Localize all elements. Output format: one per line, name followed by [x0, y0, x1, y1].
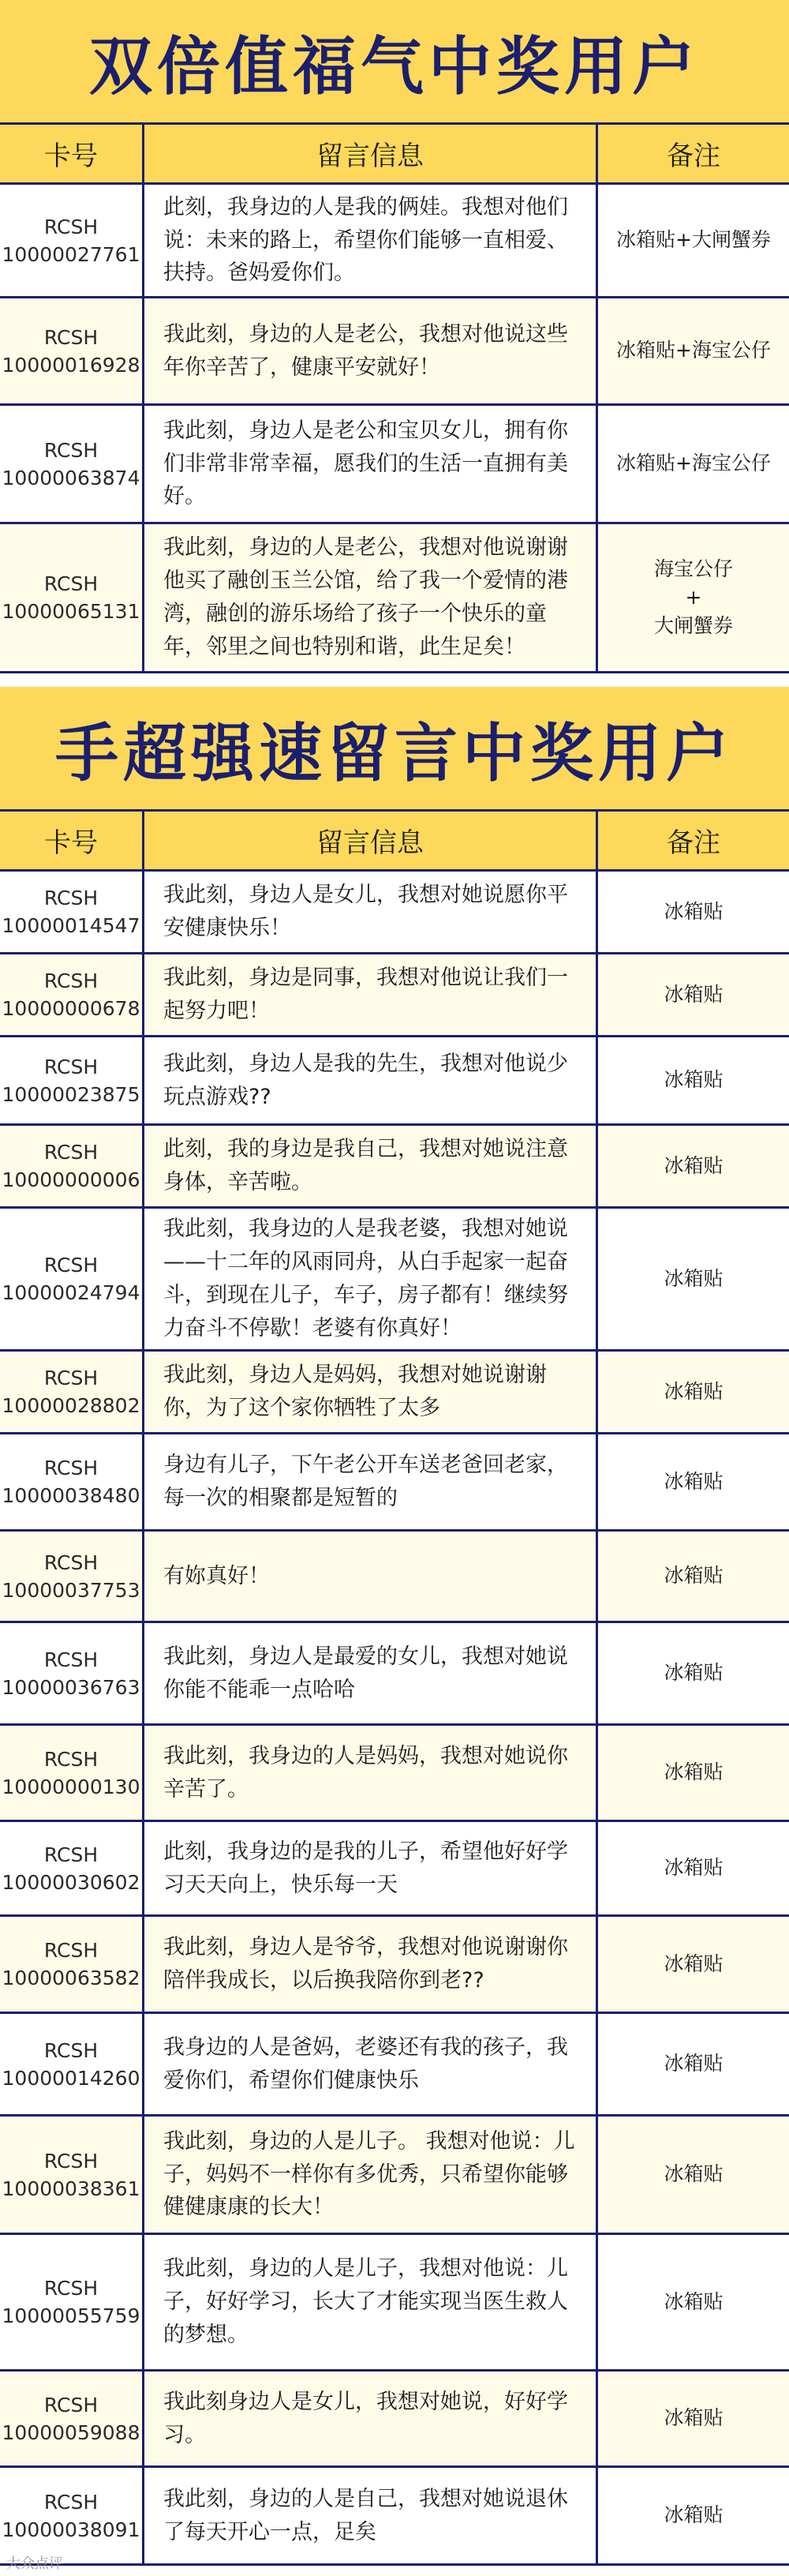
message-text: 我此刻，身边的人是儿子。 我想对他说：儿子，妈妈不一样你有多优秀，只希望你能够健健康康的长大！ [142, 2117, 596, 2233]
message-text: 有妳真好！ [142, 1532, 596, 1621]
section1-table [0, 122, 789, 673]
header-note: 备注 [596, 125, 789, 182]
header-message: 留言信息 [142, 812, 596, 869]
table-row [0, 2372, 789, 2468]
card-number: RCSH 10000063874 [2, 438, 140, 489]
table-row [0, 1917, 789, 2014]
card-number: RCSH 10000027761 [2, 215, 140, 266]
prize-note: 冰箱贴 [596, 2372, 789, 2465]
card-number: RCSH 10000000678 [2, 969, 140, 1020]
card-number: RCSH 10000065131 [2, 572, 140, 623]
card-number: RCSH 10000063582 [2, 1939, 140, 1989]
message-text: 我此刻，身边人是我的先生，我想对他说少玩点游戏?? [142, 1037, 596, 1123]
message-text: 我此刻，身边的人是儿子，我想对他说：儿子，好好学习，长大了才能实现当医生救人的梦想。 [142, 2235, 596, 2369]
card-number: RCSH 10000037753 [2, 1550, 140, 1602]
card-number: RCSH 10000038091 [2, 2490, 140, 2541]
message-text: 我此刻身边人是女儿，我想对她说，好好学习。 [142, 2372, 596, 2465]
table-header [0, 812, 789, 872]
prize-note: 冰箱贴+大闸蟹券 [596, 185, 789, 296]
section-divider [0, 673, 789, 687]
message-text: 我此刻，身边人是女儿，我想对她说愿你平安健康快乐！ [142, 872, 596, 952]
message-text: 我此刻，身边人是最爱的女儿，我想对她说你能不能乖一点哈哈 [142, 1623, 596, 1723]
prize-note: 冰箱贴 [596, 1352, 789, 1432]
table-row [0, 298, 789, 406]
card-number: RCSH 10000038361 [2, 2149, 140, 2200]
table-row [0, 872, 789, 954]
table-row [0, 185, 789, 298]
prize-note: 冰箱贴 [596, 1917, 789, 2012]
table-row [0, 1209, 789, 1352]
table-row [0, 1126, 789, 1209]
prize-note: 海宝公仔 + 大闸蟹券 [596, 524, 789, 671]
section1-title: 双倍值福气中奖用户 [0, 0, 789, 122]
prize-note: 冰箱贴 [596, 1037, 789, 1123]
message-text: 此刻，我的身边是我自己，我想对她说注意身体，辛苦啦。 [142, 1126, 596, 1206]
header-card: 卡号 [44, 141, 98, 172]
message-text: 我此刻，身边的人是自己，我想对她说退休了每天开心一点，足矣 [142, 2468, 596, 2563]
message-text: 我此刻，身边人是爷爷，我想对他说谢谢你陪伴我成长，以后换我陪你到老?? [142, 1917, 596, 2012]
prize-note: 冰箱贴 [596, 2117, 789, 2233]
prize-note: 冰箱贴 [596, 2468, 789, 2563]
prize-note: 冰箱贴 [596, 1532, 789, 1621]
card-number: RCSH 10000000130 [2, 1747, 140, 1798]
card-number: RCSH 10000028802 [2, 1367, 140, 1417]
section2-table [0, 809, 789, 2566]
table-row [0, 2468, 789, 2566]
card-number: RCSH 10000016928 [2, 325, 140, 377]
message-text: 我此刻，身边人是老公和宝贝女儿，拥有你们非常非常幸福，愿我们的生活一直拥有美好。 [142, 406, 596, 522]
table-header [0, 125, 789, 185]
card-number: RCSH 10000023875 [2, 1055, 140, 1106]
header-note: 备注 [596, 812, 789, 869]
card-number: RCSH 10000030602 [2, 1843, 140, 1894]
table-row [0, 1623, 789, 1726]
header-card: 卡号 [44, 827, 98, 859]
message-text: 我此刻，我身边的人是妈妈，我想对她说你辛苦了。 [142, 1726, 596, 1820]
prize-note: 冰箱贴 [596, 1209, 789, 1349]
watermark-text: 大众点评 [6, 2555, 63, 2572]
card-number: RCSH 10000000006 [2, 1141, 140, 1191]
prize-note: 冰箱贴 [596, 2014, 789, 2114]
message-text: 我此刻，身边的人是老公，我想对他说这些年你辛苦了，健康平安就好！ [142, 298, 596, 403]
message-text: 我身边的人是爸妈，老婆还有我的孩子，我爱你们，希望你们健康快乐 [142, 2014, 596, 2114]
message-text: 此刻，我身边的人是我的俩娃。我想对他们说：未来的路上，希望你们能够一直相爱、扶持。爸妈爱你们。 [142, 185, 596, 296]
table-row [0, 954, 789, 1037]
card-number: RCSH 10000014260 [2, 2038, 140, 2090]
prize-note: 冰箱贴 [596, 1822, 789, 1914]
prize-note: 冰箱贴+海宝公仔 [596, 298, 789, 403]
prize-note: 冰箱贴 [596, 1434, 789, 1529]
table-row [0, 1434, 789, 1532]
prize-note: 冰箱贴 [596, 954, 789, 1035]
prize-note: 冰箱贴 [596, 1126, 789, 1206]
message-text: 此刻，我身边的是我的儿子，希望他好好学习天天向上，快乐每一天 [142, 1822, 596, 1914]
prize-note: 冰箱贴 [596, 1726, 789, 1820]
table-row [0, 406, 789, 524]
table-row [0, 2014, 789, 2117]
table-row [0, 1352, 789, 1434]
table-row [0, 1532, 789, 1623]
table-row [0, 1822, 789, 1917]
table-row [0, 524, 789, 673]
message-text: 我此刻，身边是同事，我想对他说让我们一起努力吧！ [142, 954, 596, 1035]
message-text: 我此刻，身边的人是老公，我想对他说谢谢他买了融创玉兰公馆，给了我一个爱情的港湾，融创的游乐场给了孩子一个快乐的童年，邻里之间也特别和谐，此生足矣！ [142, 524, 596, 671]
card-number: RCSH 10000014547 [2, 887, 140, 937]
section2-title: 手超强速留言中奖用户 [0, 687, 789, 809]
prize-note: 冰箱贴 [596, 2235, 789, 2369]
prize-note: 冰箱贴 [596, 872, 789, 952]
table-row [0, 2235, 789, 2372]
table-row [0, 1037, 789, 1126]
prize-note: 冰箱贴 [596, 1623, 789, 1723]
card-number: RCSH 10000059088 [2, 2393, 140, 2444]
message-text: 身边有儿子，下午老公开车送老爸回老家，每一次的相聚都是短暂的 [142, 1434, 596, 1529]
header-message: 留言信息 [142, 125, 596, 182]
card-number: RCSH 10000038480 [2, 1457, 140, 1507]
message-text: 我此刻，身边人是妈妈，我想对她说谢谢你，为了这个家你牺牲了太多 [142, 1352, 596, 1432]
prize-note: 冰箱贴+海宝公仔 [596, 406, 789, 522]
card-number: RCSH 10000055759 [2, 2277, 140, 2327]
card-number: RCSH 10000024794 [2, 1254, 140, 1304]
message-text: 我此刻，我身边的人是我老婆，我想对她说——十二年的风雨同舟，从白手起家一起奋斗，到现在儿子，车子，房子都有！继续努力奋斗不停歇！老婆有你真好！ [142, 1209, 596, 1349]
card-number: RCSH 10000036763 [2, 1648, 140, 1699]
table-row [0, 1726, 789, 1822]
table-row [0, 2117, 789, 2235]
